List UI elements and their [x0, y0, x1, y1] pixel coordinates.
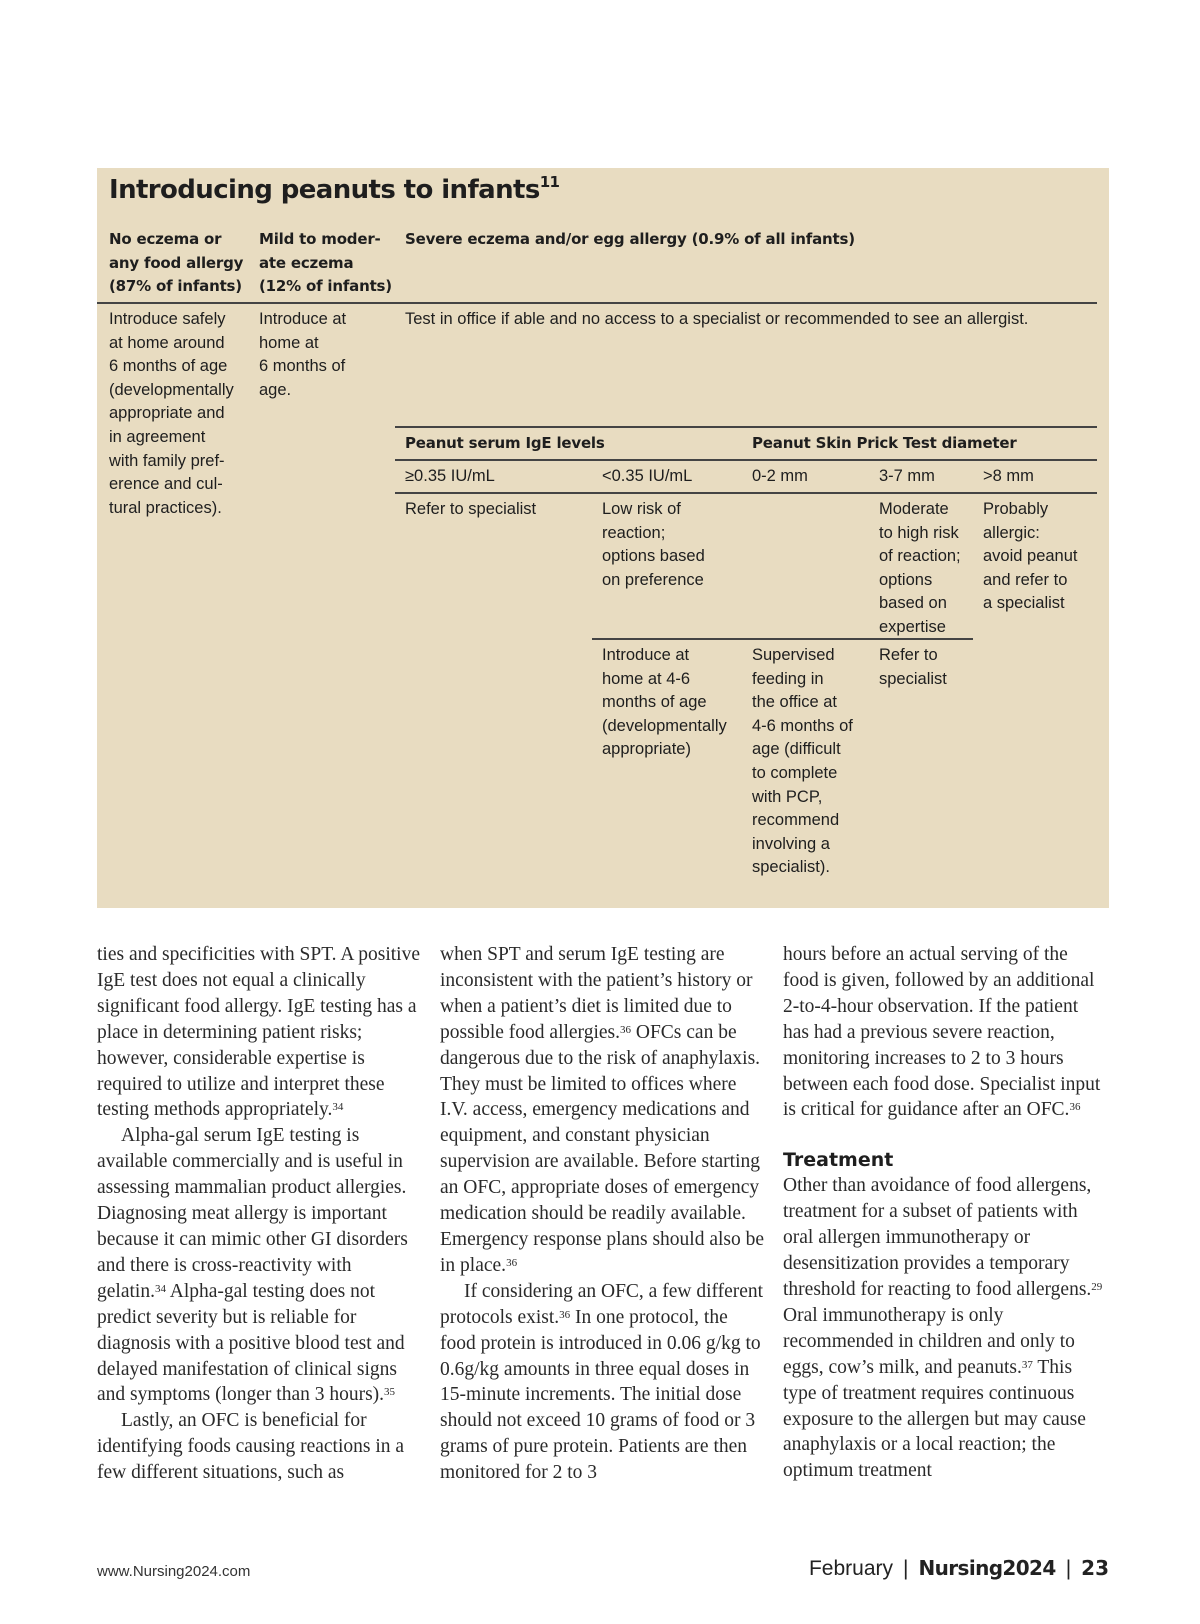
paragraph: hours before an actual serving of the food is given, followed by an additional 2-to-4-hour observation. If the patient has had a previous severe reaction, monitoring increases to 2 to 3 hours between each food dose. Specialist input is critical for guidance after an OFC.$^{36}$	[783, 944, 1101, 1121]
ige-header: Peanut serum IgE levels	[405, 434, 605, 452]
footer-brand: Nursing2024	[918, 1556, 1056, 1580]
col1-header: No eczema or any food allergy (87% of infants)	[109, 230, 244, 296]
col3-body: Test in office if able and no access to a specialist or recommended to see an allergist.	[405, 310, 1029, 328]
footer-folio: February | Nursing2024 | 23	[808, 1556, 1109, 1580]
spt-8: >8 mm	[983, 467, 1034, 485]
col2-header: Mild to moder- ate eczema (12% of infants)	[259, 230, 392, 296]
supervised-feeding: Supervised feeding in the office at 4-6 months of age (difficult to complete with PCP, recommend involving a specialist).	[752, 646, 853, 877]
header-rule	[97, 302, 1097, 304]
low-risk: Low risk of reaction; options based on preference	[602, 500, 705, 589]
col2-body: Introduce at home at 6 months of age.	[259, 310, 347, 399]
col1-body: Introduce safely at home around 6 months of age (developmentally appropriate and in agreement with family pref- erence and cul- tural practices).	[109, 310, 234, 517]
spt-3-7: 3-7 mm	[879, 467, 935, 485]
subtable-low-rule	[592, 638, 973, 640]
footer-month: February	[808, 1557, 893, 1580]
refer-specialist-2: Refer to specialist	[879, 646, 947, 688]
article-column-1	[97, 942, 422, 1486]
paragraph: If considering an OFC, a few different protocols exist.$^{36}$ In one protocol, the food protein is introduced in 0.06 g/kg to 0.6g/kg amounts in three equal doses in 15-minute increments. The initial dose should not exceed 10 grams of food or 3 grams of pure protein. Patients are then monitored for 2 to 3	[440, 1280, 764, 1484]
subtable-value-rule	[395, 492, 1097, 494]
subtable-top-rule	[395, 426, 1097, 428]
refer-specialist: Refer to specialist	[405, 500, 537, 518]
paragraph: Lastly, an OFC is beneficial for identifying foods causing reactions in a few different situations, such as	[97, 1410, 405, 1484]
title-ref: 11	[539, 173, 560, 191]
paragraph: Other than avoidance of food allergens, treatment for a subset of patients with oral allergen immunotherapy or desensitization provides a temporary threshold for reacting to food allergens.$^{29}$ Oral immunotherapy is only recommended in children and only to eggs, cow’s milk, and peanuts.$^{37}$ This type of treatment requires continuous exposure to the allergen but may cause anaphylaxis or a local reaction; the optimum treatment	[783, 1175, 1103, 1482]
article-column-3	[783, 942, 1108, 1484]
article-column-2	[440, 942, 765, 1486]
paragraph: Alpha-gal serum IgE testing is available commercially and is useful in assessing mammalian product allergies. Diagnosing meat allergy is important because it can mimic other GI disorders and there is cross-reactivity with gelatin.$^{34}$ Alpha-gal testing does not predict severity but is reliable for diagnosis with a positive blood test and delayed manifestation of clinical signs and symptoms (longer than 3 hours).$^{35}$	[97, 1125, 408, 1406]
paragraph: when SPT and serum IgE testing are inconsistent with the patient’s history or when a patient’s diet is limited due to possible food allergies.$^{36}$ OFCs can be dangerous due to the risk of anaphylaxis. They must be limited to offices where I.V. access, emergency medications and equipment, and constant physician supervision are available. Before starting an OFC, appropriate doses of emergency medication should be readily available. Emergency response plans should also be in place.$^{36}$	[440, 944, 765, 1276]
probably-allergic: Probably allergic: avoid peanut and refer to a specialist	[983, 500, 1078, 613]
page-number: 23	[1081, 1556, 1109, 1580]
footer-url: www.Nursing2024.com	[97, 1563, 251, 1580]
paragraph: ties and specificities with SPT. A positive IgE test does not equal a clinically significant food allergy. IgE testing has a place in determining patient risks; however, considerable expertise is required to utilize and interpret these testing methods appropriately.$^{34}$	[97, 944, 420, 1121]
col3-header: Severe eczema and/or egg allergy (0.9% of all infants)	[405, 230, 855, 248]
table-title: Introducing peanuts to infants$^{11}$	[109, 173, 560, 205]
ige-low: <0.35 IU/mL	[602, 467, 693, 485]
spt-0-2: 0-2 mm	[752, 467, 808, 485]
ige-high: ≥0.35 IU/mL	[405, 467, 495, 485]
moderate-risk: Moderate to high risk of reaction; options based on expertise	[879, 500, 961, 636]
introduce-home: Introduce at home at 4-6 months of age (developmentally appropriate)	[602, 646, 727, 759]
spt-header: Peanut Skin Prick Test diameter	[752, 434, 1017, 452]
subtable-mid-rule	[395, 459, 1097, 461]
peanut-table-box	[97, 168, 1109, 908]
treatment-heading: Treatment	[783, 1149, 894, 1172]
